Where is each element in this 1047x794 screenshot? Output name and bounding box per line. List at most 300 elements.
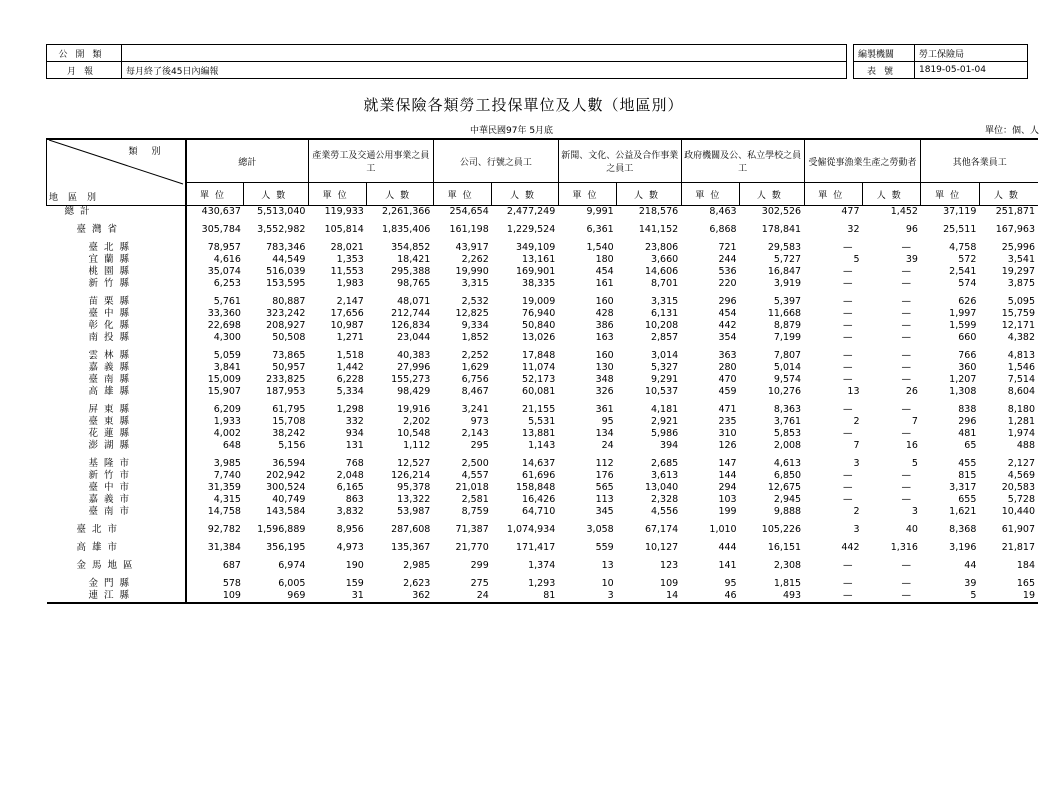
value-cell: 300,524 xyxy=(266,482,306,493)
value-cell: 305,784 xyxy=(201,224,241,235)
value-cell: 254,654 xyxy=(449,206,489,217)
value-cell: 6,209 xyxy=(213,404,241,415)
value-cell: 160 xyxy=(595,350,614,361)
value-cell: 455 xyxy=(958,458,977,469)
value-cell: 3,613 xyxy=(650,470,679,481)
value-cell: 19 xyxy=(1022,590,1035,601)
value-cell: 28,021 xyxy=(330,242,364,253)
value-cell: 16,847 xyxy=(767,266,802,277)
value-cell: 815 xyxy=(958,470,977,481)
value-cell: 275 xyxy=(470,578,489,589)
value-cell: 24 xyxy=(601,440,614,451)
region-name: 桃園縣 xyxy=(47,266,186,278)
value-cell: — xyxy=(843,404,853,415)
table-row xyxy=(47,242,1039,254)
region-name: 連江縣 xyxy=(47,590,186,603)
value-cell: — xyxy=(843,362,853,373)
value-cell: — xyxy=(843,242,853,253)
value-cell: 721 xyxy=(718,242,737,253)
region-name: 雲林縣 xyxy=(47,350,186,362)
value-cell: 65 xyxy=(964,440,977,451)
value-cell: — xyxy=(843,332,853,343)
value-cell: — xyxy=(901,560,911,571)
category-header: 產業勞工及交通公用事業之員工 xyxy=(308,139,433,183)
value-cell: 6,228 xyxy=(336,374,364,385)
value-cell: 1,112 xyxy=(403,440,431,451)
value-cell: 363 xyxy=(718,350,737,361)
value-cell: 143,584 xyxy=(266,506,306,517)
value-cell: 1,308 xyxy=(949,386,977,397)
value-cell: 71,387 xyxy=(455,524,489,535)
value-cell: 44 xyxy=(964,560,977,571)
value-cell: 5,761 xyxy=(213,296,241,307)
unit-label: 單位：個、人 xyxy=(984,126,1039,136)
value-cell: 80,887 xyxy=(272,296,306,307)
value-cell: 1,281 xyxy=(1007,416,1035,427)
value-cell: 3,985 xyxy=(213,458,241,469)
value-cell: 13,040 xyxy=(644,482,679,493)
value-cell: 48,071 xyxy=(397,296,431,307)
value-cell: 572 xyxy=(958,254,977,265)
value-cell: 1,229,524 xyxy=(506,224,556,235)
value-cell: — xyxy=(901,494,911,505)
value-cell: 2,143 xyxy=(461,428,489,439)
value-cell: 1,518 xyxy=(336,350,364,361)
value-cell: 178,841 xyxy=(761,224,802,235)
value-cell: 10,208 xyxy=(644,320,679,331)
value-cell: 471 xyxy=(718,404,737,415)
table-row xyxy=(47,590,1039,603)
value-cell: 105,226 xyxy=(761,524,802,535)
value-cell: 78,957 xyxy=(207,242,241,253)
value-cell: 251,871 xyxy=(995,206,1035,217)
value-cell: 6,974 xyxy=(278,560,306,571)
value-cell: — xyxy=(843,320,853,331)
value-cell: 1,997 xyxy=(949,308,977,319)
value-cell: 360 xyxy=(958,362,977,373)
value-cell: 660 xyxy=(958,332,977,343)
data-table xyxy=(46,138,1038,604)
value-cell: 9,334 xyxy=(461,320,489,331)
value-cell: 386 xyxy=(595,320,614,331)
value-cell: 190 xyxy=(345,560,364,571)
value-cell: 8,701 xyxy=(650,278,679,289)
value-cell: 7 xyxy=(911,416,918,427)
value-cell: 92,782 xyxy=(207,524,241,535)
value-cell: 10,537 xyxy=(644,386,679,397)
value-cell: 488 xyxy=(1016,440,1035,451)
value-cell: 109 xyxy=(222,590,241,601)
value-cell: 53,987 xyxy=(397,506,431,517)
value-cell: 15,907 xyxy=(207,386,241,397)
value-cell: 96 xyxy=(905,224,918,235)
value-cell: 40,383 xyxy=(397,350,431,361)
value-cell: 10,127 xyxy=(644,542,679,553)
table-row xyxy=(47,386,1039,398)
value-cell: — xyxy=(843,482,853,493)
value-cell: 559 xyxy=(595,542,614,553)
value-cell: 578 xyxy=(222,578,241,589)
value-cell: 2,262 xyxy=(461,254,489,265)
value-cell: 155,273 xyxy=(391,374,431,385)
value-cell: — xyxy=(843,428,853,439)
value-cell: 15,759 xyxy=(1001,308,1035,319)
category-header: 公司、行號之員工 xyxy=(433,139,558,183)
value-cell: 119,933 xyxy=(324,206,364,217)
value-cell: 3,315 xyxy=(650,296,679,307)
value-cell: 1,074,934 xyxy=(506,524,556,535)
value-cell: 14,637 xyxy=(522,458,556,469)
table-row xyxy=(47,278,1039,290)
value-cell: — xyxy=(901,362,911,373)
value-cell: 5,059 xyxy=(213,350,241,361)
table-row xyxy=(47,320,1039,332)
value-cell: 4,382 xyxy=(1007,332,1035,343)
value-cell: — xyxy=(843,494,853,505)
region-name: 苗栗縣 xyxy=(47,296,186,308)
value-cell: 4,613 xyxy=(773,458,802,469)
sub-header-people: 人數 xyxy=(244,183,308,206)
value-cell: 3,761 xyxy=(773,416,802,427)
value-cell: 459 xyxy=(718,386,737,397)
value-cell: 147 xyxy=(718,458,737,469)
value-cell: 2,328 xyxy=(650,494,679,505)
value-cell: 1,933 xyxy=(213,416,241,427)
value-cell: 131 xyxy=(345,440,364,451)
region-name: 金門縣 xyxy=(47,578,186,590)
table-row xyxy=(47,206,1039,219)
table-row xyxy=(47,494,1039,506)
table-row xyxy=(47,578,1039,590)
value-cell: 1,540 xyxy=(586,242,614,253)
value-cell: 1,298 xyxy=(336,404,364,415)
corner-category-label: 類別 xyxy=(128,147,175,157)
value-cell: 1,835,406 xyxy=(382,224,431,235)
value-cell: 326 xyxy=(595,386,614,397)
value-cell: 287,608 xyxy=(391,524,431,535)
value-cell: 235 xyxy=(718,416,737,427)
value-cell: 98,429 xyxy=(397,386,431,397)
value-cell: 17,656 xyxy=(330,308,364,319)
table-row xyxy=(47,350,1039,362)
value-cell: 33,360 xyxy=(207,308,241,319)
table-row xyxy=(47,404,1039,416)
value-cell: 21,155 xyxy=(522,404,556,415)
category-header: 受僱從事漁業生產之勞動者 xyxy=(804,139,921,183)
value-cell: 21,770 xyxy=(455,542,489,553)
value-cell: 9,574 xyxy=(773,374,802,385)
region-name: 金馬地區 xyxy=(47,560,186,572)
value-cell: 46 xyxy=(724,590,737,601)
value-cell: — xyxy=(901,374,911,385)
value-cell: 2,945 xyxy=(773,494,802,505)
value-cell: 208,927 xyxy=(266,320,306,331)
value-cell: 302,526 xyxy=(761,206,802,217)
value-cell: 1,599 xyxy=(949,320,977,331)
value-cell: 394 xyxy=(660,440,679,451)
value-cell: 4,557 xyxy=(461,470,489,481)
value-cell: 244 xyxy=(718,254,737,265)
value-cell: 76,940 xyxy=(522,308,556,319)
value-cell: 27,996 xyxy=(397,362,431,373)
value-cell: 481 xyxy=(958,428,977,439)
value-cell: 14 xyxy=(666,590,679,601)
value-cell: — xyxy=(901,320,911,331)
value-cell: 5 xyxy=(970,590,977,601)
value-cell: 23,806 xyxy=(644,242,679,253)
region-name: 臺南縣 xyxy=(47,374,186,386)
value-cell: 655 xyxy=(958,494,977,505)
value-cell: 5,334 xyxy=(336,386,364,397)
value-cell: 2,985 xyxy=(403,560,431,571)
sub-header-people: 人數 xyxy=(863,183,921,206)
value-cell: 296 xyxy=(958,416,977,427)
value-cell: 2,202 xyxy=(403,416,431,427)
table-row xyxy=(47,266,1039,278)
value-cell: 1,815 xyxy=(773,578,802,589)
value-cell: 3,552,982 xyxy=(257,224,306,235)
value-cell: 19,297 xyxy=(1001,266,1035,277)
value-cell: 38,242 xyxy=(272,428,306,439)
value-cell: 3 xyxy=(853,458,860,469)
value-cell: — xyxy=(843,350,853,361)
value-cell: 141,152 xyxy=(638,224,679,235)
value-cell: 7,807 xyxy=(773,350,802,361)
value-cell: 6,005 xyxy=(278,578,306,589)
value-cell: 9,291 xyxy=(650,374,679,385)
table-row xyxy=(47,362,1039,374)
value-cell: 7,199 xyxy=(773,332,802,343)
value-cell: 2,127 xyxy=(1007,458,1035,469)
table-row xyxy=(47,560,1039,572)
value-cell: 141 xyxy=(718,560,737,571)
value-cell: 6,131 xyxy=(650,308,679,319)
value-cell: 1,621 xyxy=(949,506,977,517)
table-row xyxy=(47,308,1039,320)
region-name: 花蓮縣 xyxy=(47,428,186,440)
value-cell: 294 xyxy=(718,482,737,493)
value-cell: 783,346 xyxy=(266,242,306,253)
value-cell: 134 xyxy=(595,428,614,439)
region-name: 高雄市 xyxy=(47,542,186,554)
region-name: 臺中縣 xyxy=(47,308,186,320)
value-cell: 5,014 xyxy=(773,362,802,373)
value-cell: 19,990 xyxy=(455,266,489,277)
public-class-value xyxy=(122,45,847,62)
value-cell: — xyxy=(843,308,853,319)
value-cell: 1,629 xyxy=(461,362,489,373)
value-cell: 12,171 xyxy=(1001,320,1035,331)
value-cell: 25,996 xyxy=(1001,242,1035,253)
value-cell: 3,875 xyxy=(1007,278,1035,289)
value-cell: 1,316 xyxy=(890,542,918,553)
value-cell: 40,749 xyxy=(272,494,306,505)
value-cell: 13 xyxy=(847,386,860,397)
value-cell: 180 xyxy=(595,254,614,265)
value-cell: 20,583 xyxy=(1001,482,1035,493)
value-cell: 5,397 xyxy=(773,296,802,307)
value-cell: 9,888 xyxy=(773,506,802,517)
table-row xyxy=(47,224,1039,236)
value-cell: 29,583 xyxy=(767,242,802,253)
value-cell: 8,180 xyxy=(1007,404,1035,415)
value-cell: 5,327 xyxy=(650,362,679,373)
value-cell: 22,698 xyxy=(207,320,241,331)
value-cell: 1,596,889 xyxy=(257,524,306,535)
value-cell: 4,758 xyxy=(949,242,977,253)
category-header: 政府機關及公、私立學校之員工 xyxy=(681,139,804,183)
value-cell: 64,710 xyxy=(522,506,556,517)
region-name: 新竹縣 xyxy=(47,278,186,290)
value-cell: 362 xyxy=(412,590,431,601)
value-cell: 123 xyxy=(660,560,679,571)
table-row xyxy=(47,332,1039,344)
value-cell: 493 xyxy=(782,590,802,601)
value-cell: 354,852 xyxy=(391,242,431,253)
value-cell: 4,002 xyxy=(213,428,241,439)
report-schedule: 每月終了後45日內編報 xyxy=(122,62,847,79)
value-cell: 574 xyxy=(958,278,977,289)
table-row xyxy=(47,374,1039,386)
value-cell: 171,417 xyxy=(515,542,556,553)
value-cell: 10,276 xyxy=(767,386,802,397)
value-cell: 5,727 xyxy=(773,254,802,265)
value-cell: 10,987 xyxy=(330,320,364,331)
value-cell: 6,361 xyxy=(586,224,614,235)
corner-region-label: 地區別 xyxy=(49,193,107,203)
agency-value: 勞工保險局 xyxy=(915,45,1028,62)
sub-header-units: 單位 xyxy=(558,183,616,206)
value-cell: 35,074 xyxy=(207,266,241,277)
value-cell: — xyxy=(901,404,911,415)
value-cell: 31 xyxy=(351,590,364,601)
header-right-box xyxy=(853,44,1028,79)
value-cell: 1,442 xyxy=(336,362,364,373)
value-cell: 26 xyxy=(905,386,918,397)
value-cell: 2,541 xyxy=(949,266,977,277)
value-cell: 16 xyxy=(905,440,918,451)
sub-header-people: 人數 xyxy=(492,183,559,206)
value-cell: 2,308 xyxy=(773,560,802,571)
value-cell: 61,907 xyxy=(1001,524,1035,535)
value-cell: 7,514 xyxy=(1007,374,1035,385)
value-cell: — xyxy=(901,350,911,361)
value-cell: 11,553 xyxy=(330,266,364,277)
region-name: 臺中市 xyxy=(47,482,186,494)
value-cell: 5,853 xyxy=(773,428,802,439)
value-cell: — xyxy=(901,470,911,481)
value-cell: 5 xyxy=(911,458,918,469)
value-cell: — xyxy=(843,278,853,289)
value-cell: 5,728 xyxy=(1007,494,1035,505)
value-cell: 5,095 xyxy=(1007,296,1035,307)
value-cell: 50,840 xyxy=(522,320,556,331)
value-cell: 144 xyxy=(718,470,737,481)
value-cell: 169,901 xyxy=(515,266,556,277)
table-row xyxy=(47,254,1039,266)
table-row xyxy=(47,524,1039,536)
value-cell: 648 xyxy=(222,440,241,451)
value-cell: 348 xyxy=(595,374,614,385)
value-cell: 354 xyxy=(718,332,737,343)
table-row xyxy=(47,458,1039,470)
value-cell: 3,317 xyxy=(949,482,977,493)
value-cell: — xyxy=(843,296,853,307)
value-cell: 454 xyxy=(718,308,737,319)
table-row xyxy=(47,296,1039,308)
value-cell: 233,825 xyxy=(266,374,306,385)
value-cell: 1,353 xyxy=(336,254,364,265)
region-name: 臺北市 xyxy=(47,524,186,536)
table-row xyxy=(47,542,1039,554)
value-cell: 3,315 xyxy=(461,278,489,289)
sub-header-people: 人數 xyxy=(740,183,804,206)
value-cell: 202,942 xyxy=(266,470,306,481)
value-cell: 1,207 xyxy=(949,374,977,385)
region-name: 澎湖縣 xyxy=(47,440,186,452)
value-cell: 16,426 xyxy=(522,494,556,505)
value-cell: — xyxy=(843,470,853,481)
value-cell: 5 xyxy=(853,254,860,265)
value-cell: 2,532 xyxy=(461,296,489,307)
value-cell: 1,452 xyxy=(890,206,918,217)
value-cell: — xyxy=(901,482,911,493)
value-cell: 24 xyxy=(476,590,489,601)
region-name: 屏東縣 xyxy=(47,404,186,416)
value-cell: 470 xyxy=(718,374,737,385)
value-cell: 5,156 xyxy=(278,440,306,451)
value-cell: 430,637 xyxy=(201,206,241,217)
value-cell: 158,848 xyxy=(515,482,556,493)
value-cell: — xyxy=(901,266,911,277)
value-cell: 1,143 xyxy=(528,440,556,451)
value-cell: 1,293 xyxy=(528,578,556,589)
value-cell: 2,147 xyxy=(336,296,364,307)
header-left-box xyxy=(46,44,847,79)
value-cell: — xyxy=(843,374,853,385)
value-cell: 2,261,366 xyxy=(382,206,431,217)
value-cell: 969 xyxy=(287,590,306,601)
region-name: 臺南市 xyxy=(47,506,186,518)
agency-label: 編製機關 xyxy=(854,45,915,62)
value-cell: 536 xyxy=(718,266,737,277)
table-row xyxy=(47,470,1039,482)
value-cell: 12,825 xyxy=(455,308,489,319)
value-cell: 95 xyxy=(601,416,614,427)
value-cell: 50,508 xyxy=(272,332,306,343)
value-cell: 345 xyxy=(595,506,614,517)
value-cell: 19,916 xyxy=(397,404,431,415)
value-cell: 6,165 xyxy=(336,482,364,493)
value-cell: 3,241 xyxy=(461,404,489,415)
value-cell: 1,546 xyxy=(1007,362,1035,373)
sub-header-people: 人數 xyxy=(979,183,1038,206)
region-name: 總計 xyxy=(47,206,186,219)
value-cell: 130 xyxy=(595,362,614,373)
value-cell: 95,378 xyxy=(397,482,431,493)
value-cell: — xyxy=(843,266,853,277)
sub-header-people: 人數 xyxy=(367,183,434,206)
value-cell: 12,527 xyxy=(397,458,431,469)
value-cell: 1,983 xyxy=(336,278,364,289)
value-cell: 2,581 xyxy=(461,494,489,505)
value-cell: 13 xyxy=(601,560,614,571)
value-cell: 39 xyxy=(964,578,977,589)
value-cell: 2,008 xyxy=(773,440,802,451)
region-name: 嘉義縣 xyxy=(47,362,186,374)
value-cell: 3 xyxy=(911,506,918,517)
value-cell: 2,623 xyxy=(403,578,431,589)
